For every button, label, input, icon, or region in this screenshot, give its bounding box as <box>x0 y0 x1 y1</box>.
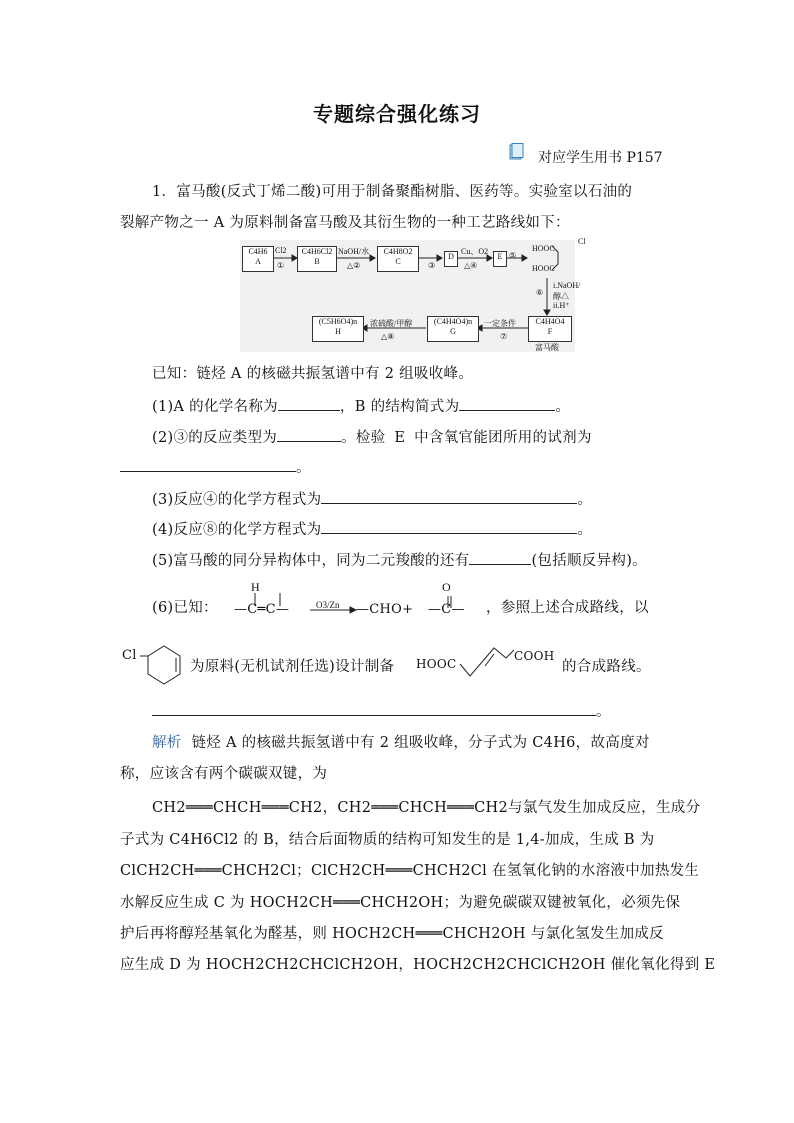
part-3: (3)反应④的化学方程式为 。 <box>152 488 592 509</box>
part-6-mid: 为原料(无机试剂任选)设计制备 <box>190 659 395 675</box>
reagent-7: 一定条件 <box>484 319 516 328</box>
answer-blank-3[interactable] <box>321 489 577 504</box>
reference-page: 对应学生用书 P157 <box>538 150 663 166</box>
part-6-text: ，参照上述合成路线，以 <box>486 600 649 616</box>
analysis-line-5: ClCH2CH═══CHCH2Cl；ClCH2CH═══CHCH2Cl 在氢氧化钠的水溶液中加热发生 <box>120 863 700 879</box>
compound-e: E <box>493 251 507 267</box>
analysis-line-3: CH2═══CHCH═══CH2，CH2═══CHCH═══CH2与氯气发生加成反应，生成分 <box>152 800 701 816</box>
p6-ketone: —C— <box>428 602 465 617</box>
p6-chlorine: Cl <box>122 648 137 663</box>
part-2-cont: 。 <box>120 456 311 477</box>
compound-a: C4H6 A <box>242 246 274 272</box>
part-6-label: (6)已知： <box>152 600 218 616</box>
p6-alkene: —C═C— <box>234 602 290 617</box>
book-icon <box>508 143 524 161</box>
p6-hooc: HOOC <box>416 657 457 671</box>
reagent-2: NaOH/水 <box>338 247 370 256</box>
analysis-line-6: 水解反应生成 C 为 HOCH2CH═══CHCH2OH；为避免碳碳双键被氧化，必须先保 <box>120 895 681 911</box>
cooh-top: HOOC <box>532 244 555 253</box>
reagent-6b: 醇△ <box>553 292 569 301</box>
reagent-1: Cl2 <box>275 246 287 255</box>
step-4: △④ <box>464 261 478 270</box>
part-4: (4)反应⑧的化学方程式为 。 <box>152 518 592 539</box>
step-1: ① <box>277 261 285 270</box>
reagent-8: 浓硫酸/甲醇 <box>370 319 413 328</box>
fumaric-acid-label: 富马酸 <box>535 343 559 352</box>
compound-h: (C5H6O4)n H <box>312 316 364 342</box>
part-6-end: 的合成路线。 <box>562 659 651 675</box>
analysis-line-2: 称，应该含有两个碳碳双键，为 <box>120 766 328 782</box>
answer-blank-1b[interactable] <box>459 396 555 411</box>
part-1: (1)A 的化学名称为 ，B 的结构简式为 。 <box>152 395 570 416</box>
step-6: ⑥ <box>536 288 544 297</box>
reagent-6c: ii.H⁺ <box>553 301 570 310</box>
answer-blank-4[interactable] <box>321 519 577 534</box>
compound-b: C4H6Cl2 B <box>297 246 337 272</box>
part-6-answer: 。 <box>152 700 611 721</box>
cooh-bottom: HOOC <box>532 264 555 273</box>
hexenedioic-acid-structure <box>458 640 518 686</box>
step-3: ③ <box>428 261 436 270</box>
reagent-6a: i.NaOH/ <box>553 281 581 290</box>
compound-d: D <box>444 251 458 267</box>
chlorocyclohexene-structure <box>138 640 188 688</box>
analysis-line-7: 护后再将醇羟基氧化为醛基，则 HOCH2CH═══CHCH2OH 与氯化氢发生加成反 <box>120 926 664 942</box>
page-title: 专题综合强化练习 <box>313 102 481 126</box>
analysis-line-8: 应生成 D 为 HOCH2CH2CHClCH2OH，HOCH2CH2CHClCH2OH 催化氧化得到 E <box>120 957 716 973</box>
step-2: △② <box>347 261 361 270</box>
part-2: (2)③的反应类型为 。检验 E 中含氧官能团所用的试剂为 <box>152 426 592 447</box>
answer-blank-6[interactable] <box>152 701 596 716</box>
part-5: (5)富马酸的同分异构体中，同为二元羧酸的还有 (包括顺反异构)。 <box>152 549 647 570</box>
compound-g: (C4H4O4)n G <box>427 316 479 342</box>
p6-cooh: COOH <box>514 649 555 663</box>
compound-c: C4H8O2 C <box>377 246 419 272</box>
chlorine-label: Cl <box>578 237 586 246</box>
reagent-4: Cu、O2 <box>461 247 489 256</box>
answer-blank-1a[interactable] <box>278 396 340 411</box>
p6-hydrogen: H <box>251 580 260 594</box>
p6-aldehyde: —CHO+ <box>356 602 414 617</box>
p6-reagent: O3/Zn <box>316 600 340 610</box>
step-5: ⑤ <box>509 251 517 260</box>
answer-blank-2b[interactable] <box>120 457 296 472</box>
known-condition: 已知：链烃 A 的核磁共振氢谱中有 2 组吸收峰。 <box>152 366 474 382</box>
question-intro-line-1: 1．富马酸(反式丁烯二酸)可用于制备聚酯树脂、医药等。实验室以石油的 <box>152 184 633 200</box>
analysis-line-1: 解析 链烃 A 的核磁共振氢谱中有 2 组吸收峰，分子式为 C4H6，故高度对 <box>152 735 650 751</box>
answer-blank-5[interactable] <box>469 550 531 565</box>
step-7: ⑦ <box>500 332 508 341</box>
analysis-line-4: 子式为 C4H6Cl2 的 B，结合后面物质的结构可知发生的是 1,4-加成，生成 B 为 <box>120 832 655 848</box>
p6-oxygen: O <box>442 580 451 594</box>
compound-f: C4H4O4 F <box>528 316 572 342</box>
step-8: △⑧ <box>381 332 395 341</box>
answer-blank-2a[interactable] <box>277 427 341 442</box>
analysis-label: 解析 <box>152 735 182 751</box>
question-intro-line-2: 裂解产物之一 A 为原料制备富马酸及其衍生物的一种工艺路线如下： <box>120 215 570 231</box>
